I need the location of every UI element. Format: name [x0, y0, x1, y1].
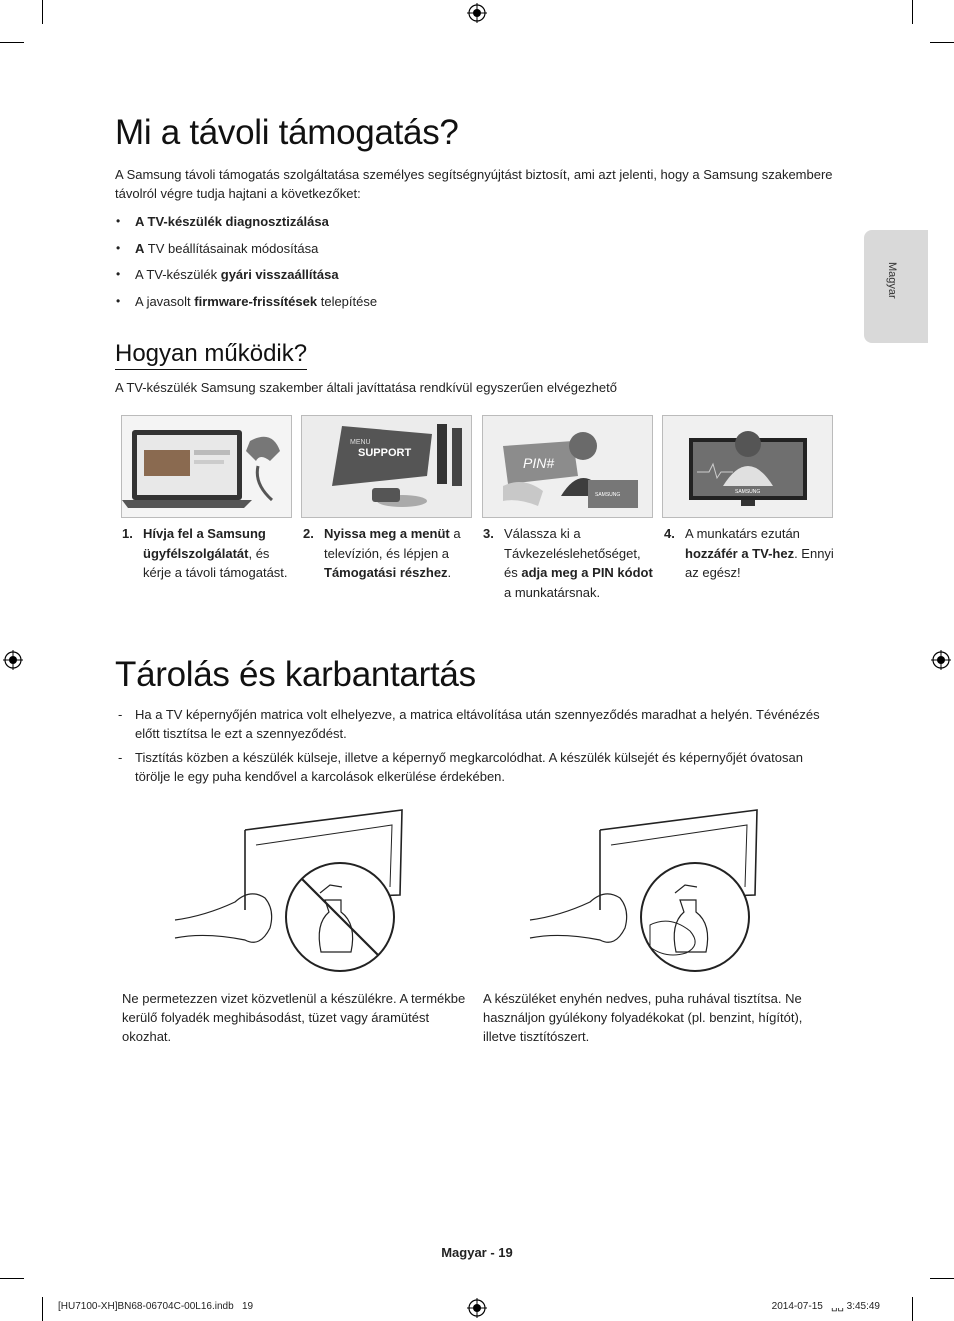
- list-item: - Ha a TV képernyőjén matrica volt elhelyezve, a matrica eltávolítása után szennyeződés maradhat a helyén. Tévénézés előtt tisztítsa le ezt a szennyeződést.: [115, 705, 825, 743]
- no-spray-illustration: [170, 805, 410, 975]
- registration-mark-icon: [931, 650, 951, 670]
- svg-text:SAMSUNG: SAMSUNG: [595, 492, 621, 498]
- how-it-works-intro: A TV-készülék Samsung szakember általi javíttatása rendkívül egyszerűen elvégezhető: [115, 380, 617, 395]
- crop-mark: [912, 1297, 913, 1321]
- remote-support-list: [115, 212, 815, 318]
- soft-cloth-illustration: [525, 805, 765, 975]
- svg-text:MENU: MENU: [350, 439, 371, 446]
- storage-title: Tárolás és karbantartás: [115, 655, 476, 694]
- crop-mark: [0, 42, 24, 43]
- step-4-image: [662, 415, 833, 518]
- svg-text:SAMSUNG: SAMSUNG: [735, 489, 761, 495]
- crop-mark: [930, 1278, 954, 1279]
- crop-mark: [930, 42, 954, 43]
- how-it-works-title: Hogyan működik?: [115, 340, 307, 370]
- list-item: • A TV beállításainak módosítása: [115, 239, 815, 266]
- language-tab-label: Magyar: [886, 262, 898, 299]
- language-tab: [864, 230, 928, 343]
- file-info: [HU7100-XH]BN68-06704C-00L16.indb 19: [58, 1301, 254, 1312]
- list-item: - Tisztítás közben a készülék külseje, illetve a képernyő megkarcolódhat. A készülék külsejét és képernyőjét óvatosan törölje le egy puha kendővel a karcolások elkerülése érdekében.: [115, 748, 825, 786]
- crop-mark: [0, 1278, 24, 1279]
- page-number: Magyar - 19: [441, 1245, 513, 1260]
- crop-mark: [912, 0, 913, 24]
- svg-text:SUPPORT: SUPPORT: [358, 447, 412, 459]
- caption-soft-cloth: A készüléket enyhén nedves, puha ruhával tisztítsa. Ne használjon gyúlékony folyadékokat (pl. benzint, hígítót), illetve tisztítószert.: [483, 991, 803, 1044]
- remote-support-intro: A Samsung távoli támogatás szolgáltatása személyes segítségnyújtást biztosít, ami azt jelenti, hogy a Samsung szakembere távolról végre tudja hajtani a következőket:: [115, 167, 833, 201]
- print-date: 2014-07-15 ␣␣ 3:45:49: [771, 1301, 880, 1312]
- list-item: • A TV-készülék diagnosztizálása: [115, 212, 815, 239]
- crop-mark: [42, 0, 43, 24]
- list-item: • A TV-készülék gyári visszaállítása: [115, 265, 815, 292]
- step-3-image: [482, 415, 653, 518]
- registration-mark-icon: [467, 1298, 487, 1318]
- storage-list: [115, 705, 825, 791]
- step-2-image: [301, 415, 472, 518]
- svg-text:PIN#: PIN#: [523, 455, 555, 471]
- remote-support-title: Mi a távoli támogatás?: [115, 113, 459, 152]
- registration-mark-icon: [3, 650, 23, 670]
- caption-no-spray: Ne permetezzen vizet közvetlenül a készülékre. A termékbe kerülő folyadék meghibásodást, tüzet vagy áramütést okozhat.: [122, 991, 466, 1044]
- list-item: • A javasolt firmware-frissítések telepítése: [115, 292, 815, 319]
- crop-mark: [42, 1297, 43, 1321]
- registration-mark-icon: [467, 3, 487, 23]
- step-1-image: [121, 415, 292, 518]
